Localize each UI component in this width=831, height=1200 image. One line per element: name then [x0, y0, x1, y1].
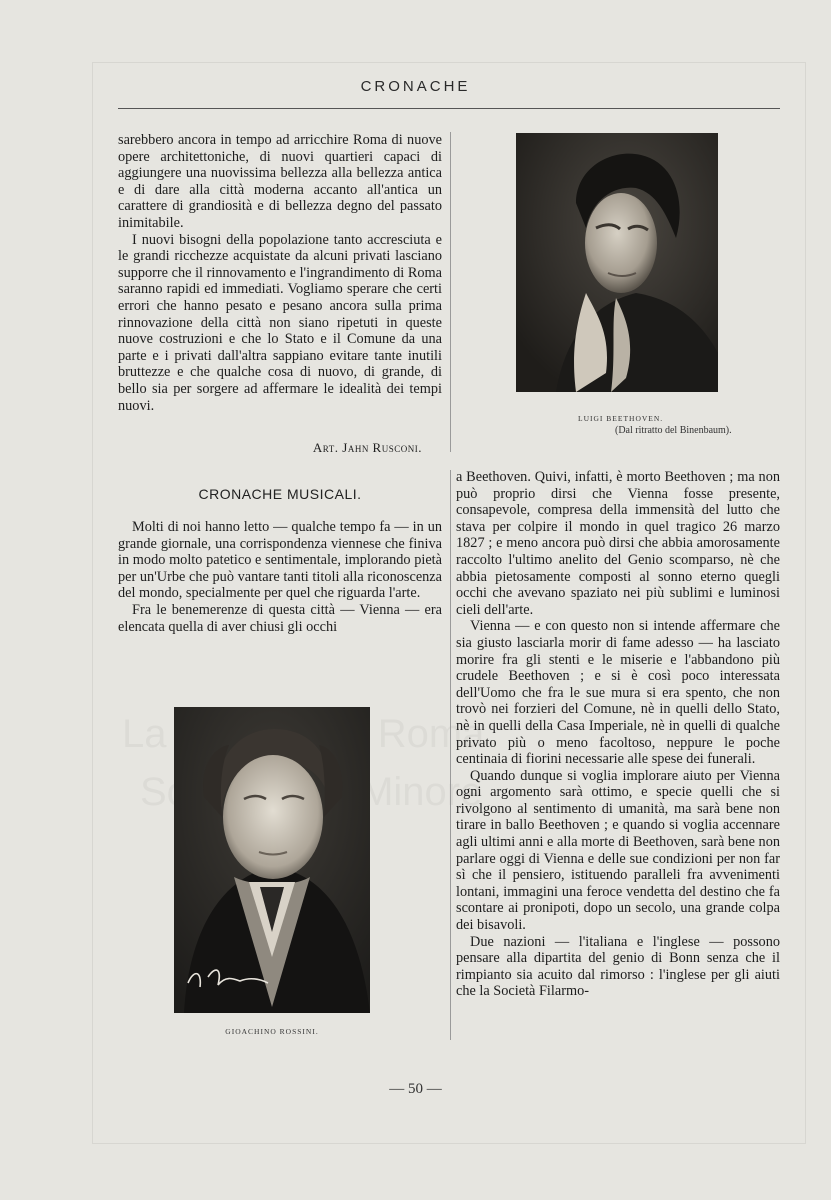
beethoven-caption: LUIGI BEETHOVEN.	[578, 414, 664, 423]
paragraph: I nuovi bisogni della popolazione tanto accresciuta e le grandi ricchezze acquistate da alcuni privati lasciano supporre che il rinnovamento e l'ingrandimento di Roma saranno rapidi ed immediati. Vogliamo sperare che certi errori che hanno pesato e pesano ancora sulla prima rinnovazione della città non siano ripetuti in queste nuove costruzioni e che lo Stato e il Comune da una parte e i privati dall'altra sappiano evitare tante inutili bruttezze e che qualche cosa di nuovo, di grande, di bello sia per sorgere ad affermare le idealità dei tempi nuovi.	[118, 231, 442, 414]
author-signature: Art. Jahn Rusconi.	[312, 440, 422, 455]
beethoven-caption-source: (Dal ritratto del Binenbaum).	[615, 425, 732, 436]
article-rome-continuation	[118, 132, 442, 414]
column-divider-top	[450, 132, 451, 452]
paragraph: Due nazioni — l'italiana e l'inglese — possono pensare alla dipartita del genio di Bonn senza che il rimpianto sia acuito dal rimorso : l'inglese per gli aiuti che la Società Filarmo-	[456, 933, 780, 1000]
column-divider-bottom	[450, 470, 451, 1040]
running-header: CRONACHE	[360, 78, 471, 95]
section-title: CRONACHE MUSICALI.	[198, 486, 362, 502]
paragraph: sarebbero ancora in tempo ad arricchire Roma di nuove opere architettoniche, di nuovi quartieri capaci di aggiungere una nuovissima bellezza alla bellezza antica e di dare alla città moderna accanto all'antica un carattere di grandiosità e di bellezza degno del passato inimitabile.	[118, 132, 442, 231]
beethoven-portrait-image	[516, 133, 718, 392]
paragraph: a Beethoven. Quivi, infatti, è morto Beethoven ; ma non può proprio dirsi che Vienna fosse presente, consapevole, compresa della immensità del lutto che stava per colpire il mondo in quel tragico 26 marzo 1827 ; e meno ancora può dirsi che abbia amorosamente raccolto l'ultimo anelito del Genio scomparso, nè che abbia pietosamente composti al sonno eterno quegli occhi che avevano spaziato nei più sublimi e luminosi cieli dell'arte.	[456, 469, 780, 618]
page-number: — 50 —	[389, 1081, 442, 1097]
paragraph: Quando dunque si voglia implorare aiuto per Vienna ogni argomento sarà ottimo, e specie quelli che si rivolgono al sentimento di umanità, ma sarà bene non tirare in ballo Beethoven ; e quando si voglia accennare agli ultimi anni e alla morte di Beethoven, sarà bene non parlare oggi di Vienna e delle sue condizioni per non far sì che il pensiero, istituendo paralleli fra avvenimenti lontani, immagini una feroce vendetta del destino che fa scontare ai pronipoti, dopo un secolo, una grande colpa dei bisavoli.	[456, 767, 780, 934]
rossini-caption: GIOACHINO ROSSINI.	[225, 1027, 319, 1036]
beethoven-portrait	[516, 133, 718, 392]
rossini-portrait	[174, 707, 370, 1013]
header-rule	[118, 108, 780, 109]
music-article-right-column	[456, 469, 780, 1000]
rossini-portrait-image	[174, 707, 370, 1013]
paragraph: Molti di noi hanno letto — qualche tempo fa — in un grande giornale, una corrispondenza viennese che finiva in modo molto patetico e sentimentale, implorando pietà per un'Urbe che può vantare tanti titoli alla riconoscenza del mondo, specialmente per quel che riguarda l'arte.	[118, 519, 442, 602]
music-article-left-column	[118, 519, 442, 635]
paragraph: Vienna — e con questo non si intende affermare che sia giusto lasciarla morir di fame adesso — ha lasciato morire fra gli stenti e le miserie e l'abbandono più crudele Beethoven ; e si è così poco interessata dell'Uomo che fra le sue mura si era spento, che non trovò nei forzieri del Comune, nè in quelli dello Stato, nè in quelli della Casa Imperiale, nè in quelli di qualche privato più o meno facoltoso, neppure le poche centinaia di fiorini necessarie alle spese dei funerali.	[456, 618, 780, 768]
paragraph: Fra le benemerenze di questa città — Vienna — era elencata quella di aver chiusi gli occhi	[118, 601, 442, 635]
